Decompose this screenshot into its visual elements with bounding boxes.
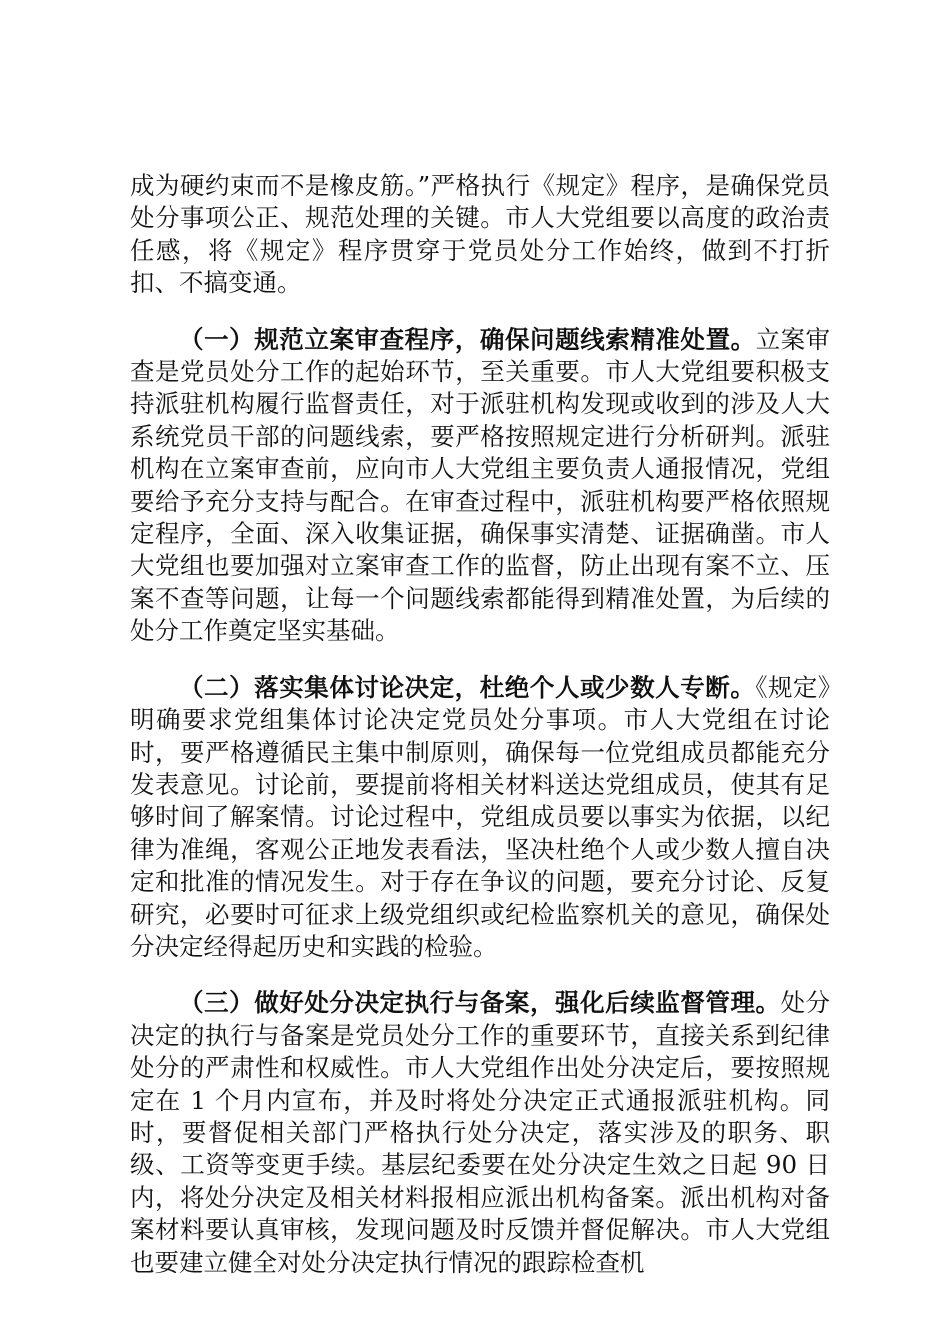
paragraph-text: 成为硬约束而不是橡皮筋。”严格执行《规定》程序，是确保党员处分事项公正、规范处理的关键。市人大党组要以高度的政治责任感，将《规定》程序贯穿于党员处分工作始终，做到不打折扣、不搞变通。 bbox=[130, 171, 830, 298]
paragraph-section-1 bbox=[130, 324, 830, 648]
paragraph-section-2 bbox=[130, 672, 830, 964]
document-body bbox=[130, 170, 830, 1303]
paragraph-text: 立案审查是党员处分工作的起始环节，至关重要。市人大党组要积极支持派驻机构履行监督责任，对于派驻机构发现或收到的涉及人大系统党员干部的问题线索，要严格按照规定进行分析研判。派驻机构在立案审查前，应向市人大党组主要负责人通报情况，党组要给予充分支持与配合。在审查过程中，派驻机构要严格依照规定程序，全面、深入收集证据，确保事实清楚、证据确凿。市人大党组也要加强对立案审查工作的监督，防止出现有案不立、压案不查等问题，让每一个问题线索都能得到精准处置，为后续的处分工作奠定坚实基础。 bbox=[130, 324, 831, 646]
section-heading: （二）落实集体讨论决定，杜绝个人或少数人专断。 bbox=[179, 672, 756, 702]
paragraph-intro bbox=[130, 170, 830, 300]
paragraph-text: 《规定》明确要求党组集体讨论决定党员处分事项。市人大党组在讨论时，要严格遵循民主集中制原则，确保每一位党组成员都能充分发表意见。讨论前，要提前将相关材料送达党组成员，使其有足够时间了解案情。讨论过程中，党组成员要以事实为依据，以纪律为准绳，客观公正地发表看法，坚决杜绝个人或少数人擅自决定和批准的情况发生。对于存在争议的问题，要充分讨论、反复研究，必要时可征求上级党组织或纪检监察机关的意见，确保处分决定经得起历史和实践的检验。 bbox=[130, 672, 830, 961]
paragraph-section-3 bbox=[130, 987, 830, 1279]
section-heading: （一）规范立案审查程序，确保问题线索精准处置。 bbox=[179, 324, 756, 354]
section-heading: （三）做好处分决定执行与备案，强化后续监督管理。 bbox=[179, 988, 781, 1018]
paragraph-text: 处分决定的执行与备案是党员处分工作的重要环节，直接关系到纪律处分的严肃性和权威性。市人大党组作出处分决定后，要按照规定在 1 个月内宣布，并及时将处分决定正式通报派驻机构。同时，要督促相关部门严格执行处分决定，落实涉及的职务、职级、工资等变更手续。基层纪委要在处分决定生效之日起 90 日内，将处分决定及相关材料报相应派出机构备案。派出机构对备案材料要认真审核，发现问题及时反馈并督促解决。市人大党组也要建立健全对处分决定执行情况的跟踪检查机 bbox=[130, 988, 830, 1277]
